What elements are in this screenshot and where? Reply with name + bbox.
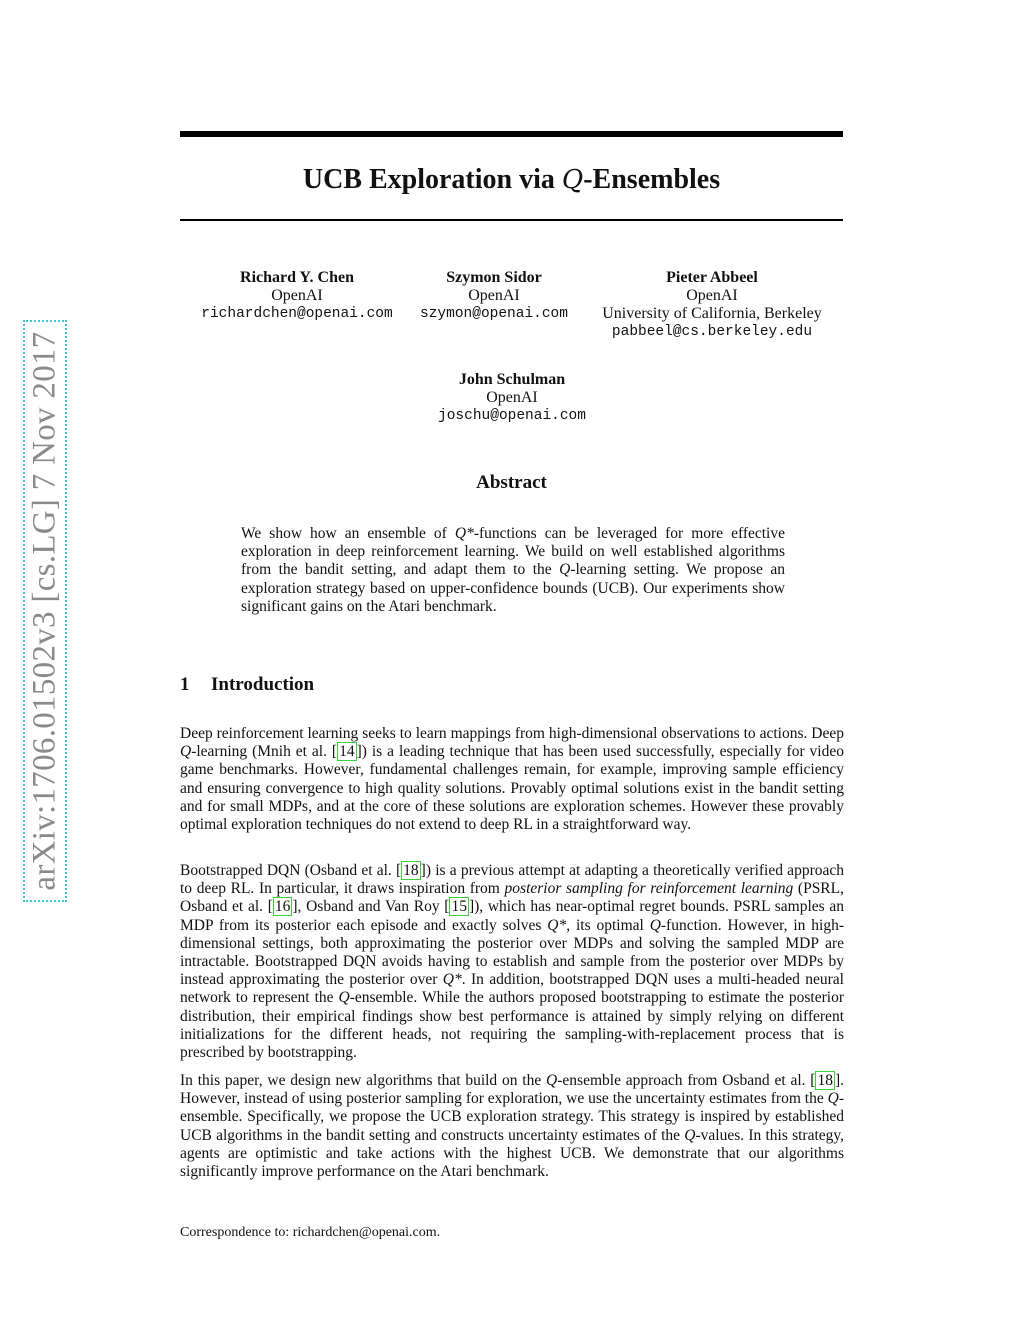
section-number: 1	[180, 674, 190, 695]
arxiv-identifier: arXiv:1706.01502v3 [cs.LG] 7 Nov 2017	[26, 331, 63, 891]
paper-title: UCB Exploration via Q-Ensembles	[302, 164, 721, 195]
author-block	[192, 269, 402, 323]
title-rule-bottom	[180, 219, 843, 221]
author-email: szymon@openai.com	[420, 306, 568, 322]
author-name: Richard Y. Chen	[240, 269, 354, 286]
author-email: richardchen@openai.com	[201, 306, 393, 322]
author-block	[410, 269, 578, 323]
author-institution: University of California, Berkeley	[602, 305, 822, 322]
author-name: Pieter Abbeel	[666, 269, 758, 286]
citation-link[interactable]: 18	[817, 1072, 833, 1089]
section-title: Introduction	[211, 674, 315, 695]
author-email: pabbeel@cs.berkeley.edu	[611, 324, 813, 340]
arxiv-side-stamp	[23, 320, 67, 902]
author-block	[412, 371, 612, 425]
correspondence-footnote: Correspondence to: richardchen@openai.com.	[180, 1225, 441, 1240]
intro-paragraph-1: Deep reinforcement learning seeks to learn mappings from high-dimensional observations to actions. Deep Q-learning (Mnih et al. [ 14 ]) is a leading technique that has been used successfully, especially for video game benchmarks. However, fundamental challenges remain, for example, improving sample efficiency and ensuring convergence to high quality solutions. Provably optimal solutions exist in the bandit setting and for small MDPs, and at the core of these solutions are exploration schemes. However these provably optimal exploration techniques do not extend to deep RL in a straightforward way.	[180, 725, 844, 834]
abstract-heading: Abstract	[476, 472, 547, 493]
intro-paragraph-2: Bootstrapped DQN (Osband et al. [ 18 ]) is a previous attempt at adapting a theoretically verified approach to deep RL. In particular, it draws inspiration from posterior sampling for reinforcement learning (PSRL, Osband et al. [ 16 ], Osband and Van Roy [ 15 ]), which has near-optimal regret bounds. PSRL samples an MDP from its posterior each episode and exactly solves Q*, its optimal Q-function. However, in high-dimensional settings, both approximating the posterior over MDPs and solving the sampled MDP are intractable. Bootstrapped DQN avoids having to establish and sample from the posterior over MDPs by instead approximating the posterior over Q*. In addition, bootstrapped DQN uses a multi-headed neural network to represent the Q-ensemble. While the authors proposed bootstrapping to estimate the posterior distribution, their empirical findings show best performance is attained by simply relying on different initializations for the different heads, not requiring the sampling-with-replacement process that is prescribed by bootstrapping.	[180, 862, 845, 1062]
section-heading	[180, 674, 314, 696]
author-affiliation: OpenAI	[486, 389, 538, 406]
intro-paragraph-3: In this paper, we design new algorithms that build on the Q-ensemble approach from Osband et al. [ 18 ]. However, instead of using posterior sampling for exploration, we use the uncertainty estimates from the Q-ensemble. Specifically, we propose the UCB exploration strategy. This strategy is inspired by established UCB algorithms in the bandit setting and constructs uncertainty estimates of the Q-values. In this strategy, agents are optimistic and take actions with the highest UCB. We demonstrate that our algorithms significantly improve performance on the Atari benchmark.	[180, 1072, 845, 1181]
title-rule-top	[180, 131, 843, 137]
abstract-text: We show how an ensemble of Q*-functions can be leveraged for more effective exploration in deep reinforcement learning. We build on well established algorithms from the bandit setting, and adapt them to the Q-learning setting. We propose an exploration strategy based on upper-confidence bounds (UCB). Our experiments show significant gains on the Atari benchmark.	[241, 525, 786, 615]
citation-link[interactable]: 14	[339, 743, 355, 761]
author-name: Szymon Sidor	[446, 269, 542, 286]
author-name: John Schulman	[458, 371, 566, 388]
author-block	[590, 269, 834, 341]
citation-link[interactable]: 15	[451, 898, 467, 916]
citation-link[interactable]: 16	[274, 898, 291, 916]
author-affiliation: OpenAI	[468, 287, 520, 304]
citation-link[interactable]: 18	[403, 862, 419, 879]
author-email: joschu@openai.com	[438, 408, 586, 424]
author-affiliation: OpenAI	[271, 287, 323, 304]
author-affiliation: OpenAI	[686, 287, 738, 304]
